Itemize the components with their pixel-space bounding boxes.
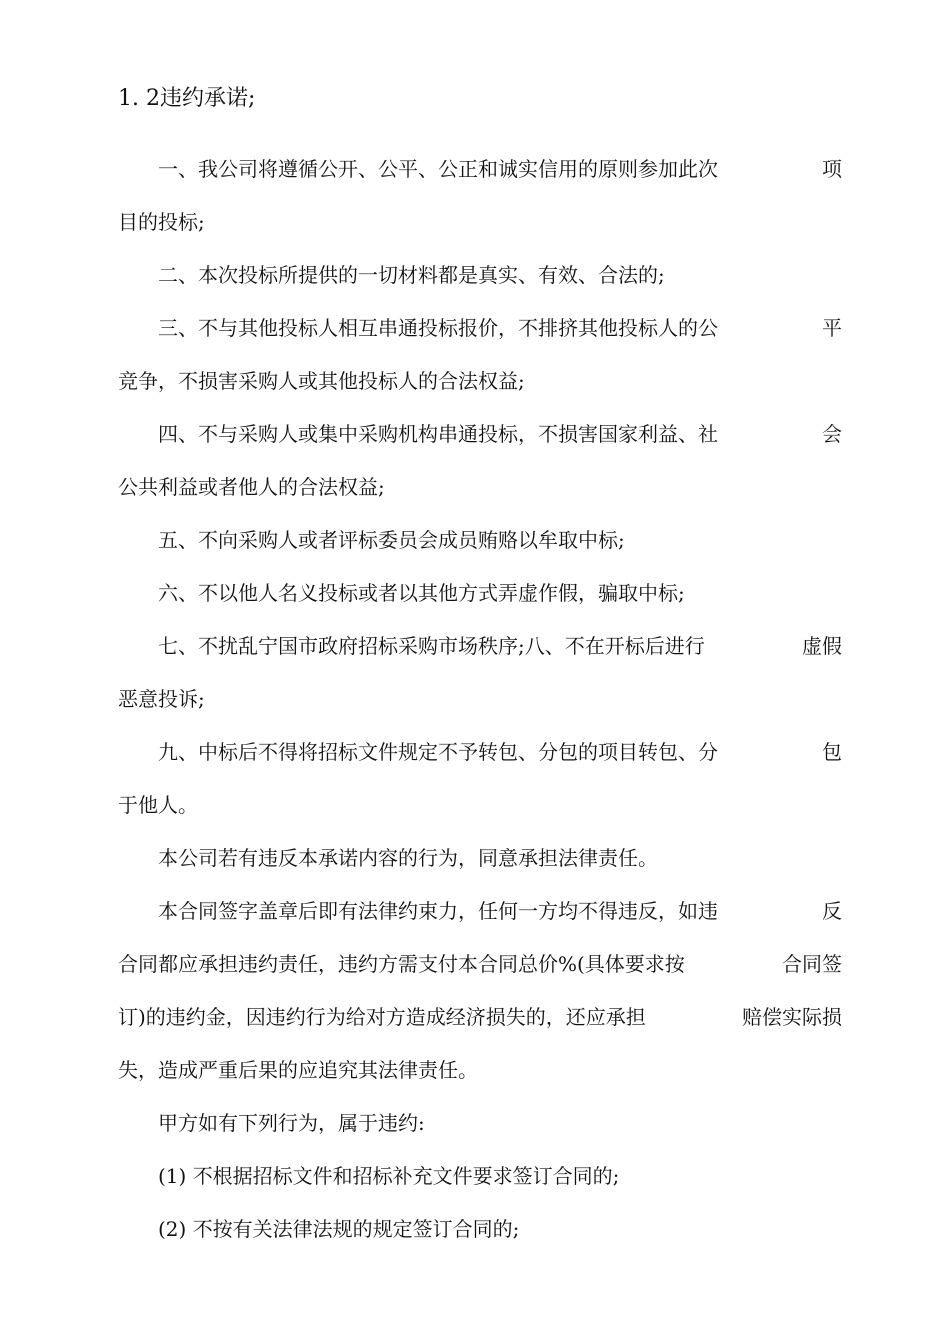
text-line: 恶意投诉; bbox=[118, 687, 205, 711]
text-line bbox=[78, 991, 842, 1044]
paragraph-commitment-4 bbox=[118, 408, 842, 514]
text-line: 本公司若有违反本承诺内容的行为，同意承担法律责任。 bbox=[158, 846, 658, 870]
text-segment: 一、我公司将遵循公开、公平、公正和诚实信用的原则参加此次 bbox=[158, 157, 718, 181]
text-line: 六、不以他人名义投标或者以其他方式弄虚作假，骗取中标; bbox=[158, 581, 685, 605]
text-line bbox=[118, 143, 842, 196]
text-segment: 本合同签字盖章后即有法律约束力，任何一方均不得违反，如违 bbox=[158, 899, 718, 923]
text-segment: 九、中标后不得将招标文件规定不予转包、分包的项目转包、分 bbox=[158, 740, 718, 764]
text-line bbox=[118, 408, 842, 461]
text-line bbox=[118, 620, 842, 673]
text-segment: 包 bbox=[822, 740, 842, 764]
text-line: 于他人。 bbox=[118, 793, 198, 817]
text-segment: 合同都应承担违约责任，违约方需支付本合同总价%(具体要求按 bbox=[118, 952, 685, 976]
text-segment: 虚假 bbox=[802, 634, 842, 658]
paragraph-commitment-6 bbox=[118, 567, 842, 620]
text-segment: 三、不与其他投标人相互串通投标报价，不排挤其他投标人的公 bbox=[158, 316, 718, 340]
text-line: 二、本次投标所提供的一切材料都是真实、有效、合法的; bbox=[158, 263, 665, 287]
text-segment: 七、不扰乱宁国市政府招标采购市场秩序;八、不在开标后进行 bbox=[158, 634, 705, 658]
text-segment: 合同签 bbox=[782, 952, 842, 976]
text-line: 五、不向采购人或者评标委员会成员贿赂以牟取中标; bbox=[158, 528, 625, 552]
text-line: (2) 不按有关法律法规的规定签订合同的; bbox=[158, 1217, 520, 1241]
text-segment: 订)的违约金，因违约行为给对方造成经济损失的，还应承担 bbox=[118, 1005, 646, 1029]
text-segment: 反 bbox=[822, 899, 842, 923]
text-line: 目的投标; bbox=[118, 210, 205, 234]
paragraph-party-a-breach bbox=[118, 1097, 842, 1150]
text-line: 竞争，不损害采购人或其他投标人的合法权益; bbox=[118, 369, 525, 393]
paragraph-commitment-7-8 bbox=[118, 620, 842, 726]
document-body bbox=[118, 143, 842, 1256]
text-segment: 赔偿实际损 bbox=[742, 1005, 842, 1029]
text-line: 甲方如有下列行为，属于违约: bbox=[158, 1111, 425, 1135]
text-line bbox=[118, 885, 842, 938]
list-item-breach-1 bbox=[118, 1150, 842, 1203]
section-heading: 1. 2违约承诺; bbox=[118, 86, 256, 111]
text-line: 公共利益或者他人的合法权益; bbox=[118, 475, 385, 499]
paragraph-commitment-1 bbox=[118, 143, 842, 249]
text-segment: 项 bbox=[822, 157, 842, 181]
paragraph-contract-effect bbox=[118, 885, 842, 1097]
paragraph-liability bbox=[118, 832, 842, 885]
paragraph-commitment-2 bbox=[118, 249, 842, 302]
paragraph-commitment-5 bbox=[118, 514, 842, 567]
list-item-breach-2 bbox=[118, 1203, 842, 1256]
text-line bbox=[118, 726, 842, 779]
text-line: 失，造成严重后果的应追究其法律责任。 bbox=[118, 1058, 478, 1082]
text-line bbox=[118, 302, 842, 355]
text-segment: 会 bbox=[822, 422, 842, 446]
text-line bbox=[78, 938, 842, 991]
text-line: (1) 不根据招标文件和招标补充文件要求签订合同的; bbox=[158, 1164, 620, 1188]
paragraph-commitment-3 bbox=[118, 302, 842, 408]
text-segment: 平 bbox=[822, 316, 842, 340]
text-segment: 四、不与采购人或集中采购机构串通投标，不损害国家利益、社 bbox=[158, 422, 718, 446]
paragraph-commitment-9 bbox=[118, 726, 842, 832]
